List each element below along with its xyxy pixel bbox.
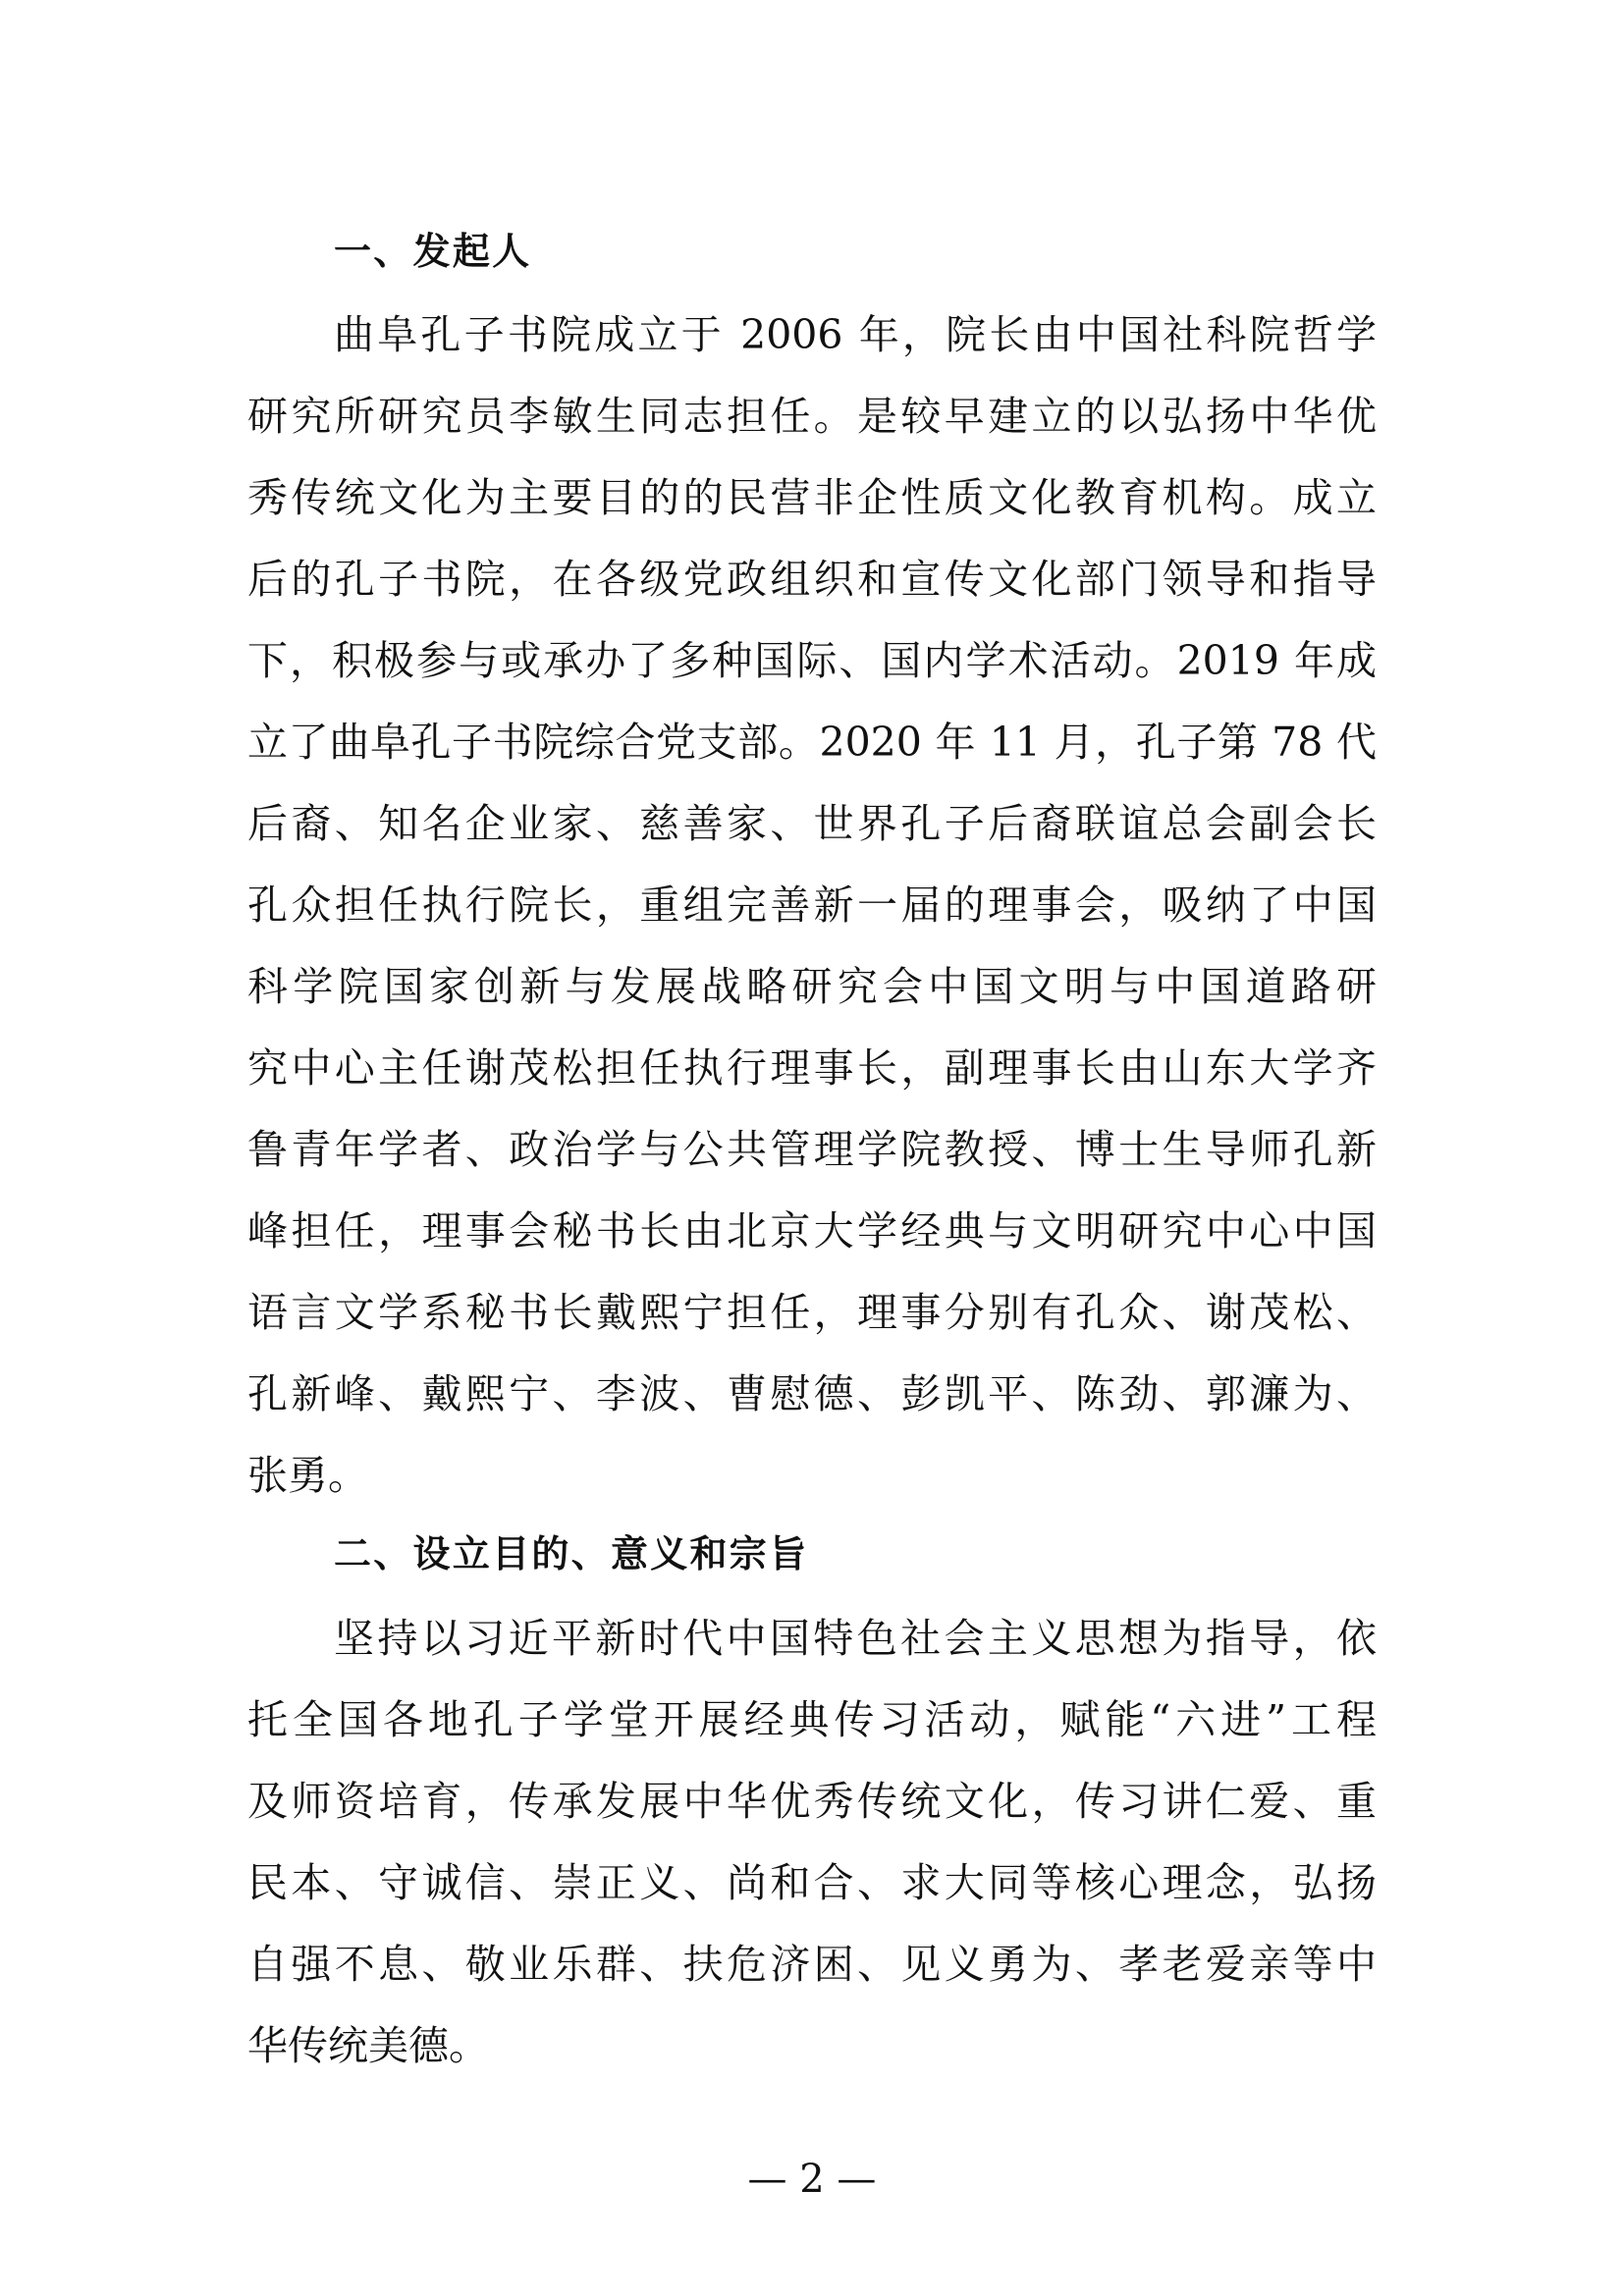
section-heading-purpose: 二、设立目的、意义和宗旨 <box>334 1532 809 1575</box>
paragraph-line: 研究所研究员李敏生同志担任。是较早建立的以弘扬中华优 <box>247 393 1377 440</box>
paragraph-line: 下，积极参与或承办了多种国际、国内学术活动。2019 年成 <box>247 637 1377 684</box>
paragraph-line: 立了曲阜孔子书院综合党支部。2020 年 11 月，孔子第 78 代 <box>247 719 1377 766</box>
paragraph-line: 托全国各地孔子学堂开展经典传习活动，赋能“六进”工程 <box>247 1696 1377 1743</box>
paragraph-line: 及师资培育，传承发展中华优秀传统文化，传习讲仁爱、重 <box>247 1778 1377 1825</box>
paragraph-line: 秀传统文化为主要目的的民营非企性质文化教育机构。成立 <box>247 474 1377 521</box>
paragraph-line: 自强不息、敬业乐群、扶危济困、见义勇为、孝老爱亲等中 <box>247 1941 1377 1988</box>
paragraph-line: 科学院国家创新与发展战略研究会中国文明与中国道路研 <box>247 963 1377 1010</box>
section-heading-initiator: 一、发起人 <box>334 230 532 273</box>
paragraph-line: 华传统美德。 <box>247 2022 489 2069</box>
paragraph-line: 峰担任，理事会秘书长由北京大学经典与文明研究中心中国 <box>247 1207 1377 1255</box>
paragraph-line: 张勇。 <box>247 1452 368 1499</box>
paragraph-line: 民本、守诚信、崇正义、尚和合、求大同等核心理念，弘扬 <box>247 1859 1377 1906</box>
paragraph-line: 后裔、知名企业家、慈善家、世界孔子后裔联谊总会副会长 <box>247 800 1377 847</box>
paragraph-line: 曲阜孔子书院成立于 2006 年，院长由中国社科院哲学 <box>334 311 1377 358</box>
paragraph-line: 语言文学系秘书长戴熙宁担任，理事分别有孔众、谢茂松、 <box>247 1289 1377 1336</box>
paragraph-line: 坚持以习近平新时代中国特色社会主义思想为指导，依 <box>334 1615 1377 1662</box>
paragraph-line: 孔新峰、戴熙宁、李波、曹慰德、彭凯平、陈劲、郭濂为、 <box>247 1370 1377 1417</box>
page-number: — 2 — <box>747 2157 877 2202</box>
paragraph-line: 鲁青年学者、政治学与公共管理学院教授、博士生导师孔新 <box>247 1126 1377 1173</box>
paragraph-line: 孔众担任执行院长，重组完善新一届的理事会，吸纳了中国 <box>247 881 1377 929</box>
paragraph-line: 究中心主任谢茂松担任执行理事长，副理事长由山东大学齐 <box>247 1044 1377 1092</box>
paragraph-line: 后的孔子书院，在各级党政组织和宣传文化部门领导和指导 <box>247 556 1377 603</box>
